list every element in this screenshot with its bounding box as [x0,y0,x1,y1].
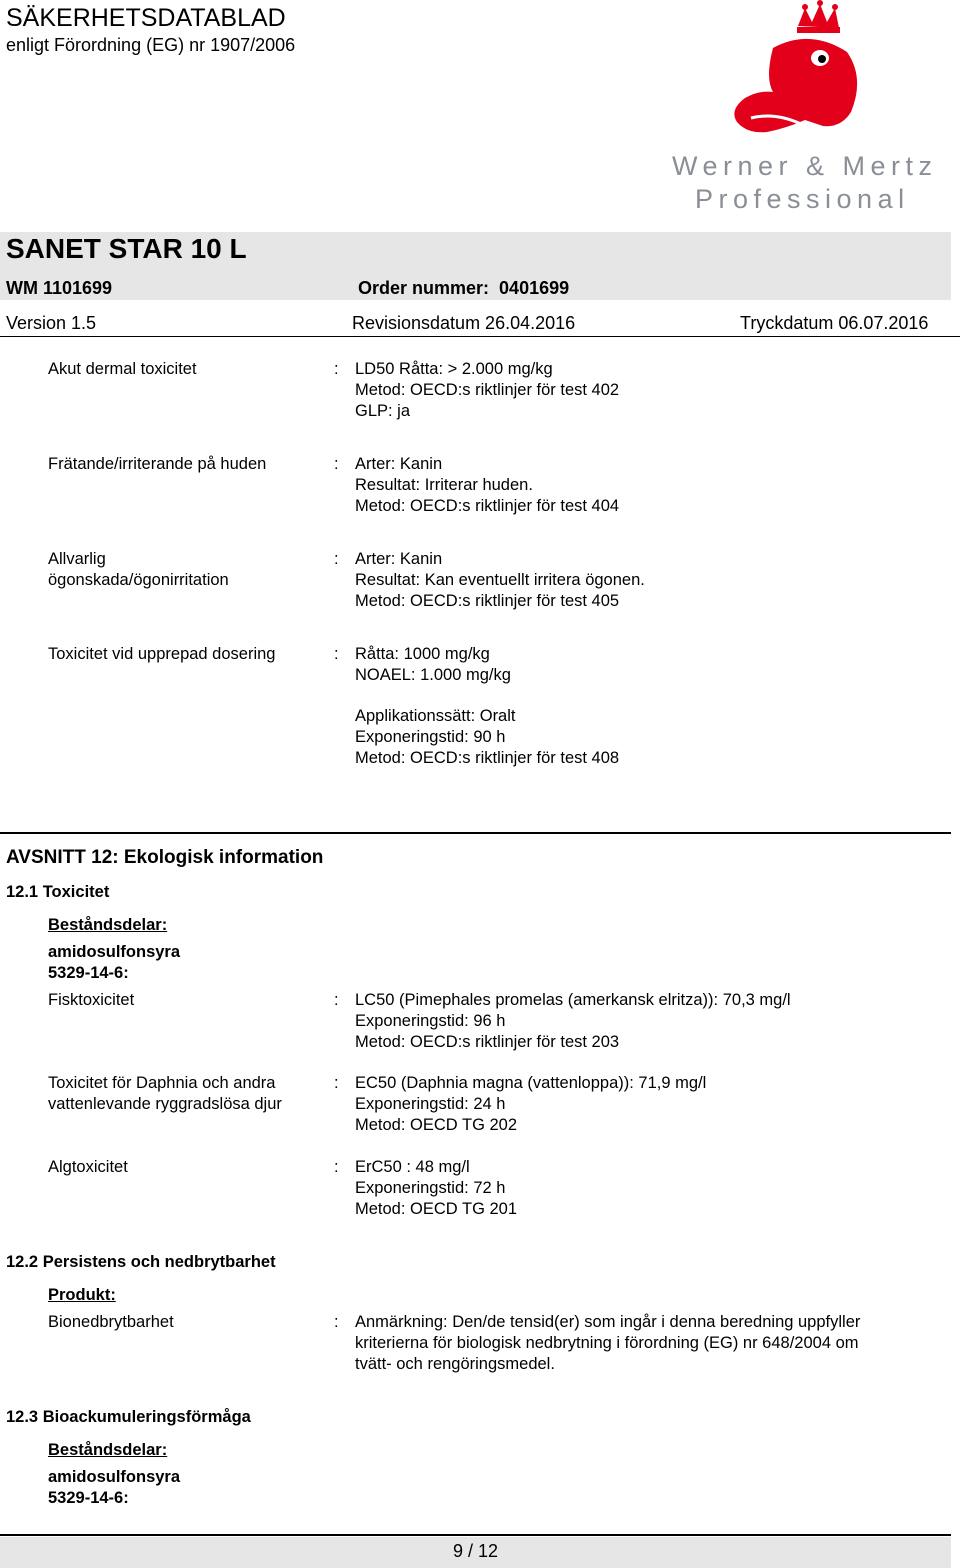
value-line: tvätt- och rengöringsmedel. [355,1355,555,1373]
row-label: Toxicitet vid upprepad dosering [48,645,276,663]
footer-divider [0,1534,951,1536]
value-line: Metod: OECD TG 202 [355,1116,518,1134]
row-colon: : [334,455,339,473]
row-colon: : [334,645,339,663]
value-line: GLP: ja [355,402,411,420]
row-value [355,644,935,686]
value-line: Exponeringstid: 90 h [355,728,506,746]
value-line: Metod: OECD TG 201 [355,1200,518,1218]
subsection-heading: 12.1 Toxicitet [6,883,110,901]
row-colon: : [334,360,339,378]
value-line: ErC50 : 48 mg/l [355,1158,470,1176]
row-colon: : [334,991,339,1009]
value-line: Exponeringstid: 24 h [355,1095,506,1113]
subsection-heading: 12.3 Bioackumuleringsförmåga [6,1408,251,1426]
value-line: Resultat: Irriterar huden. [355,476,533,494]
value-line: Exponeringstid: 72 h [355,1179,506,1197]
components-label: Beståndsdelar: [48,916,168,934]
order-label: Order nummer: [358,278,490,298]
row-colon: : [334,550,339,568]
row-value [355,359,935,422]
value-line: Applikationssätt: Oralt [355,707,516,725]
value-line: Anmärkning: Den/de tensid(er) som ingår i denna beredning uppfyller [355,1313,861,1331]
row-colon: : [334,1313,339,1331]
order-value: 0401699 [499,278,570,298]
value-line: LC50 (Pimephales promelas (amerkansk elritza)): 70,3 mg/l [355,991,791,1009]
row-label: Fisktoxicitet [48,991,135,1009]
row-value [355,1157,935,1220]
cas-number: 5329-14-6: [48,964,129,982]
logo-tagline: Professional [695,184,910,214]
row-value [355,1073,935,1136]
row-value [355,549,935,612]
row-label: Frätande/irriterande på huden [48,455,267,473]
value-line: Metod: OECD:s riktlinjer för test 203 [355,1033,620,1051]
substance-name: amidosulfonsyra [48,1468,181,1486]
value-line: Arter: Kanin [355,550,443,568]
cas-number: 5329-14-6: [48,1489,129,1507]
header-divider [0,336,960,337]
substance-name: amidosulfonsyra [48,943,181,961]
label-line: Toxicitet för Daphnia och andra [48,1074,276,1092]
value-line: Råtta: 1000 mg/kg [355,645,490,663]
value-line: Metod: OECD:s riktlinjer för test 404 [355,497,620,515]
product-name: SANET STAR 10 L [6,233,247,264]
value-line: LD50 Råtta: > 2.000 mg/kg [355,360,553,378]
row-value [355,1312,935,1375]
row-colon: : [334,1158,339,1176]
subsection-heading: 12.2 Persistens och nedbrytbarhet [6,1253,276,1271]
section-title: AVSNITT 12: Ekologisk information [6,847,324,868]
label-line: vattenlevande ryggradslösa djur [48,1095,282,1113]
row-value [355,990,935,1053]
row-label [48,1073,318,1115]
value-line: Arter: Kanin [355,455,443,473]
row-label [48,549,318,591]
value-line: EC50 (Daphnia magna (vattenloppa)): 71,9 mg/l [355,1074,707,1092]
value-line: Metod: OECD:s riktlinjer för test 402 [355,381,620,399]
version: Version 1.5 [6,313,97,333]
row-label: Algtoxicitet [48,1158,128,1176]
label-line: Allvarlig [48,550,106,568]
value-line: Exponeringstid: 96 h [355,1012,506,1030]
section-divider [0,832,951,834]
logo-wordmark: Werner & Mertz [672,151,938,181]
page-number: 9 / 12 [452,1541,499,1561]
components-label: Beståndsdelar: [48,1441,168,1459]
value-line: Metod: OECD:s riktlinjer för test 405 [355,592,620,610]
regulation-subtitle: enligt Förordning (EG) nr 1907/2006 [6,35,296,55]
row-value [355,454,935,517]
revision-date: Revisionsdatum 26.04.2016 [352,313,576,333]
order-number [358,277,569,299]
row-label: Akut dermal toxicitet [48,360,197,378]
print-date: Tryckdatum 06.07.2016 [740,313,929,333]
product-label: Produkt: [48,1286,116,1304]
value-line: kriterierna för biologisk nedbrytning i förordning (EG) nr 648/2004 om [355,1334,859,1352]
value-line: Metod: OECD:s riktlinjer för test 408 [355,749,620,767]
row-label: Bionedbrytbarhet [48,1313,174,1331]
document-title: SÄKERHETSDATABLAD [6,4,286,32]
value-line: Resultat: Kan eventuellt irritera ögonen. [355,571,645,589]
value-line: NOAEL: 1.000 mg/kg [355,666,511,684]
row-value [355,706,935,769]
wm-number: WM 1101699 [6,278,113,298]
label-line: ögonskada/ögonirritation [48,571,229,589]
row-colon: : [334,1074,339,1092]
